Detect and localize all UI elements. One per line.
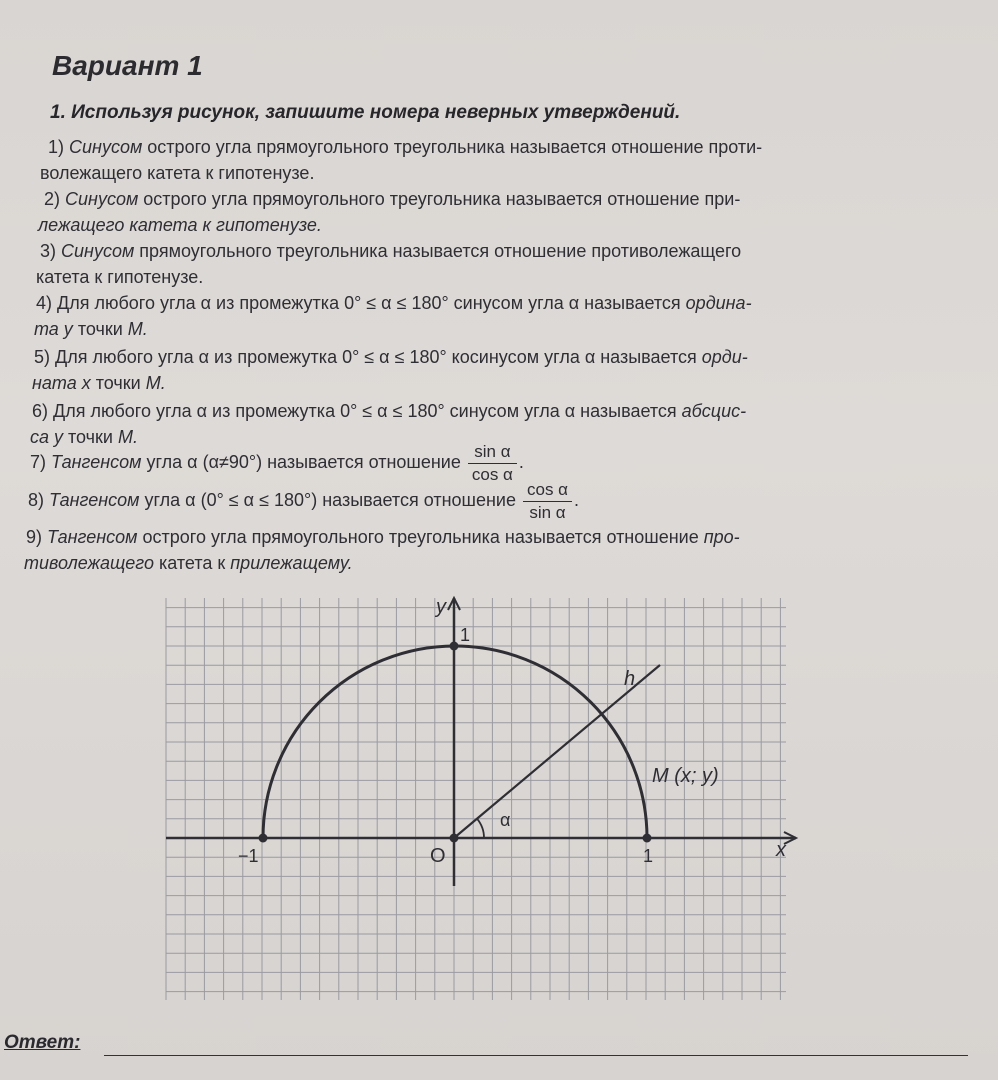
label-point-m: M (x; y) [652,765,719,787]
grid-paper [166,598,786,1000]
point-one-y [450,642,459,651]
variant-title: Вариант 1 [52,50,203,81]
label-x: x [776,839,786,861]
statement-4-line-1: 4) Для любого угла α из промежутка 0° ≤ α ≤ 180° синусом угла α называется ордина- [36,293,752,313]
statement-8: 8) Тангенсом угла α (0° ≤ α ≤ 180°) называется отношение $\frac{\text{cos α}}{\text{sin α}}$ . [28,479,580,522]
statement-6-line-2: са у точки M. [30,427,138,447]
statement-3-line-1: 3) Синусом прямоугольного треугольника называется отношение противолежащего [40,241,742,261]
statement-2-line-2: лежащего катета к гипотенузе. [38,215,322,235]
statement-7: 7) Тангенсом угла α (α≠90°) называется отношение $\frac{\text{sin α}}{\text{cos α}}$ . [30,441,524,484]
statement-9-line-1: 9) Тангенсом острого угла прямоугольного треугольника называется отношение про- [26,527,740,547]
answer-label: Ответ: [4,1032,81,1053]
task-heading: 1. Используя рисунок, запишите номера неверных утверждений. [50,102,681,123]
label-h: h [624,668,636,690]
label-alpha: α [500,810,511,830]
point-minus-one [259,834,268,843]
angle-alpha-arc [477,819,484,838]
statement-9-line-2: тиволежащего катета к прилежащему. [24,553,353,573]
statement-1-line-1: 1) Синусом острого угла прямоугольного треугольника называется отношение проти- [48,137,763,157]
fraction-sin-over-cos: $\frac{\text{sin α}}{\text{cos α}}$ [468,443,517,484]
answer-line[interactable] [104,1055,968,1056]
label-y: y [436,596,446,618]
point-one-x [643,834,652,843]
origin-point [450,834,459,843]
fraction-cos-over-sin: $\frac{\text{cos α}}{\text{sin α}}$ [523,481,572,522]
statement-5-line-2: ната x точки M. [32,373,166,393]
statement-5-line-1: 5) Для любого угла α из промежутка 0° ≤ α ≤ 180° косинусом угла α называется орди- [34,347,748,367]
label-minus-one: −1 [238,846,259,866]
ray-h [454,665,660,838]
statement-2-line-1: 2) Синусом острого угла прямоугольного треугольника называется отношение при- [44,189,741,209]
label-origin: O [430,845,446,867]
label-one-x: 1 [643,846,654,866]
statement-1-line-2: волежащего катета к гипотенузе. [40,163,315,183]
statement-4-line-2: та у точки M. [34,319,148,339]
statement-3-line-2: катета к гипотенузе. [36,267,204,287]
label-one-y: 1 [460,625,471,645]
statement-6-line-1: 6) Для любого угла α из промежутка 0° ≤ α ≤ 180° синусом угла α называется абсцис- [32,401,747,421]
